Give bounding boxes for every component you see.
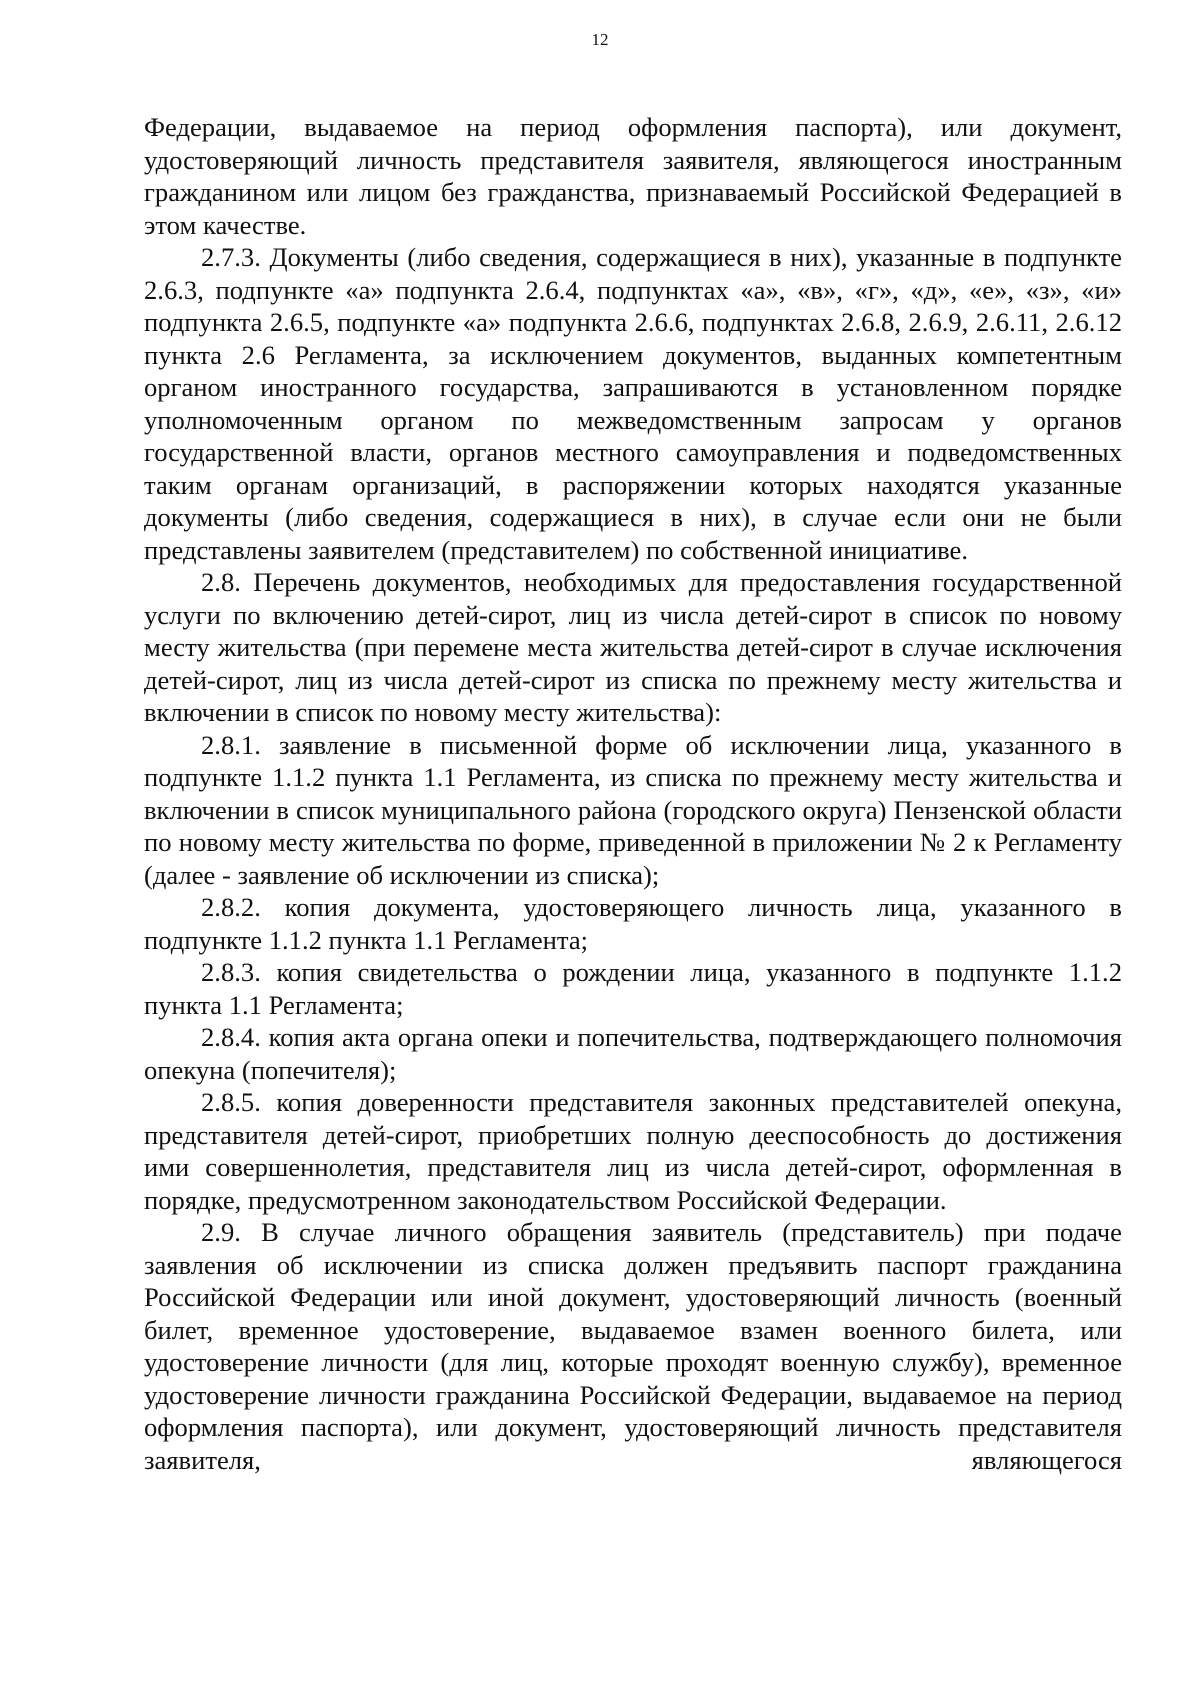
paragraph: 2.8.5. копия доверенности представителя законных представителей опекуна, представителя детей-сирот, приобретших полную дееспособность до достижения ими совершеннолетия, представителя лиц из числа детей-сирот, оформленная в порядке, предусмотренном законодательством Российской Федерации. bbox=[144, 1087, 1122, 1215]
paragraph: 2.8.3. копия свидетельства о рождении лица, указанного в подпункте 1.1.2 пункта 1.1 Регламента; bbox=[144, 957, 1122, 1020]
paragraph: 2.8. Перечень документов, необходимых для предоставления государственной услуги по включению детей-сирот, лиц из числа детей-сирот в список по новому месту жительства (при перемене места жительства детей-сирот в случае исключения детей-сирот, лиц из числа детей-сирот из списка по прежнему месту жительства и включении в список по новому месту жительства): bbox=[144, 567, 1122, 727]
paragraph: Федерации, выдаваемое на период оформления паспорта), или документ, удостоверяющий личность представителя заявителя, являющегося иностранным гражданином или лицом без гражданства, признаваемый Российской Федерацией в этом качестве. bbox=[144, 112, 1122, 240]
paragraph: 2.8.2. копия документа, удостоверяющего личность лица, указанного в подпункте 1.1.2 пункта 1.1 Регламента; bbox=[144, 892, 1122, 955]
paragraph: 2.8.4. копия акта органа опеки и попечительства, подтверждающего полномочия опекуна (попечителя); bbox=[144, 1022, 1122, 1085]
document-body bbox=[144, 111, 1122, 1476]
page-number: 12 bbox=[591, 30, 609, 49]
paragraph: 2.9. В случае личного обращения заявитель (представитель) при подаче заявления об исключении из списка должен предъявить паспорт гражданина Российской Федерации или иной документ, удостоверяющий личность (военный билет, временное удостоверение, выдаваемое взамен военного билета, или удостоверение личности (для лиц, которые проходят военную службу), временное удостоверение личности гражданина Российской Федерации, выдаваемое на период оформления паспорта), или документ, удостоверяющий личность представителя заявителя, являющегося bbox=[144, 1217, 1122, 1475]
paragraph: 2.8.1. заявление в письменной форме об исключении лица, указанного в подпункте 1.1.2 пункта 1.1 Регламента, из списка по прежнему месту жительства и включении в список муниципального района (городского округа) Пензенской области по новому месту жительства по форме, приведенной в приложении № 2 к Регламенту (далее - заявление об исключении из списка); bbox=[144, 729, 1122, 890]
paragraph: 2.7.3. Документы (либо сведения, содержащиеся в них), указанные в подпункте 2.6.3, подпункте «а» подпункта 2.6.4, подпунктах «а», «в», «г», «д», «е», «з», «и» подпункта 2.6.5, подпункте «а» подпункта 2.6.6, подпунктах 2.6.8, 2.6.9, 2.6.11, 2.6.12 пункта 2.6 Регламента, за исключением документов, выданных компетентным органом иностранного государства, запрашиваются в установленном порядке уполномоченным органом по межведомственным запросам у органов государственной власти, органов местного самоуправления и подведомственных таким органам организаций, в распоряжении которых находятся указанные документы (либо сведения, содержащиеся в них), в случае если они не были представлены заявителем (представителем) по собственной инициативе. bbox=[144, 242, 1122, 565]
